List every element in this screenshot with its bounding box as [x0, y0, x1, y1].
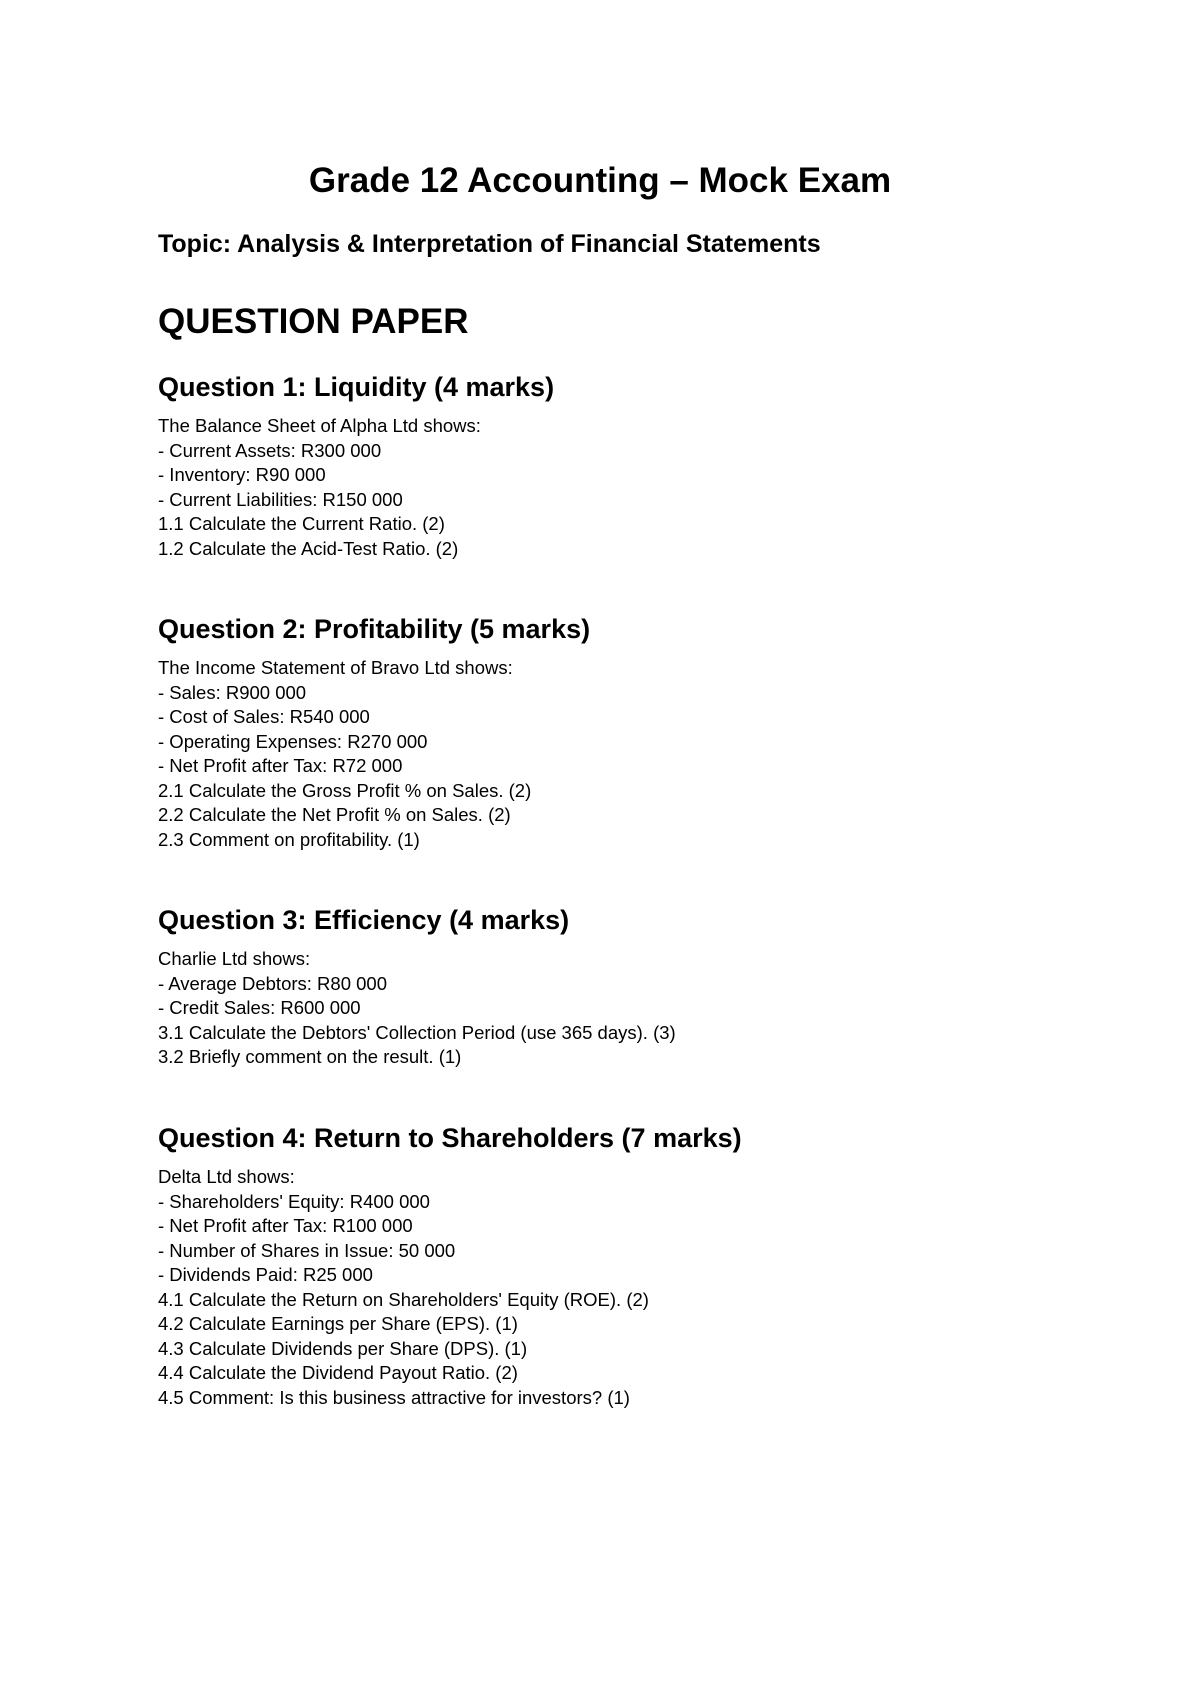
- question-line: Charlie Ltd shows:: [158, 948, 311, 969]
- question-line: 2.1 Calculate the Gross Profit % on Sales. (2): [158, 779, 532, 801]
- section-heading: QUESTION PAPER: [158, 302, 469, 341]
- question-line: 1.1 Calculate the Current Ratio. (2): [158, 513, 445, 534]
- question-line: - Credit Sales: R600 000: [158, 997, 361, 1018]
- document-title: Grade 12 Accounting – Mock Exam: [308, 161, 892, 200]
- question-line: - Shareholders' Equity: R400 000: [158, 1190, 430, 1212]
- question-heading: Question 1: Liquidity (4 marks): [158, 372, 555, 402]
- question-body: [158, 656, 1058, 852]
- question-line: 1.2 Calculate the Acid-Test Ratio. (2): [158, 537, 459, 559]
- question-line: - Operating Expenses: R270 000: [158, 730, 428, 752]
- question-line: 4.5 Comment: Is this business attractive for investors? (1): [158, 1386, 630, 1408]
- question-line: - Current Liabilities: R150 000: [158, 488, 403, 510]
- question-heading: Question 3: Efficiency (4 marks): [158, 905, 570, 935]
- question-line: 3.2 Briefly comment on the result. (1): [158, 1046, 462, 1067]
- question-line: 4.2 Calculate Earnings per Share (EPS). (1): [158, 1313, 518, 1334]
- question-line: - Inventory: R90 000: [158, 464, 326, 485]
- document-topic: Topic: Analysis & Interpretation of Financial Statements: [158, 230, 821, 258]
- question-2: [158, 612, 1058, 852]
- question-line: 2.2 Calculate the Net Profit % on Sales. (2): [158, 804, 511, 825]
- question-line: - Net Profit after Tax: R100 000: [158, 1215, 413, 1236]
- question-line: 4.4 Calculate the Dividend Payout Ratio. (2): [158, 1362, 518, 1383]
- question-line: - Dividends Paid: R25 000: [158, 1264, 373, 1285]
- question-line: 2.3 Comment on profitability. (1): [158, 828, 420, 850]
- question-line: - Net Profit after Tax: R72 000: [158, 755, 403, 776]
- question-line: - Average Debtors: R80 000: [158, 972, 387, 994]
- question-line: 4.1 Calculate the Return on Shareholders' Equity (ROE). (2): [158, 1288, 649, 1310]
- question-line: The Income Statement of Bravo Ltd shows:: [158, 657, 513, 678]
- question-body: [158, 1165, 1058, 1410]
- question-line: - Cost of Sales: R540 000: [158, 706, 370, 727]
- question-line: - Current Assets: R300 000: [158, 439, 382, 461]
- question-line: 4.3 Calculate Dividends per Share (DPS). (1): [158, 1337, 528, 1359]
- question-line: The Balance Sheet of Alpha Ltd shows:: [158, 415, 481, 436]
- question-line: - Sales: R900 000: [158, 681, 307, 703]
- question-line: 3.1 Calculate the Debtors' Collection Period (use 365 days). (3): [158, 1021, 676, 1043]
- question-4: [158, 1121, 1058, 1410]
- question-line: - Number of Shares in Issue: 50 000: [158, 1239, 456, 1261]
- question-3: [158, 903, 1058, 1070]
- question-1: [158, 370, 1058, 561]
- question-line: Delta Ltd shows:: [158, 1166, 295, 1187]
- question-heading: Question 2: Profitability (5 marks): [158, 614, 591, 644]
- question-body: [158, 414, 1058, 561]
- question-body: [158, 947, 1058, 1070]
- question-heading: Question 4: Return to Shareholders (7 marks): [158, 1123, 742, 1153]
